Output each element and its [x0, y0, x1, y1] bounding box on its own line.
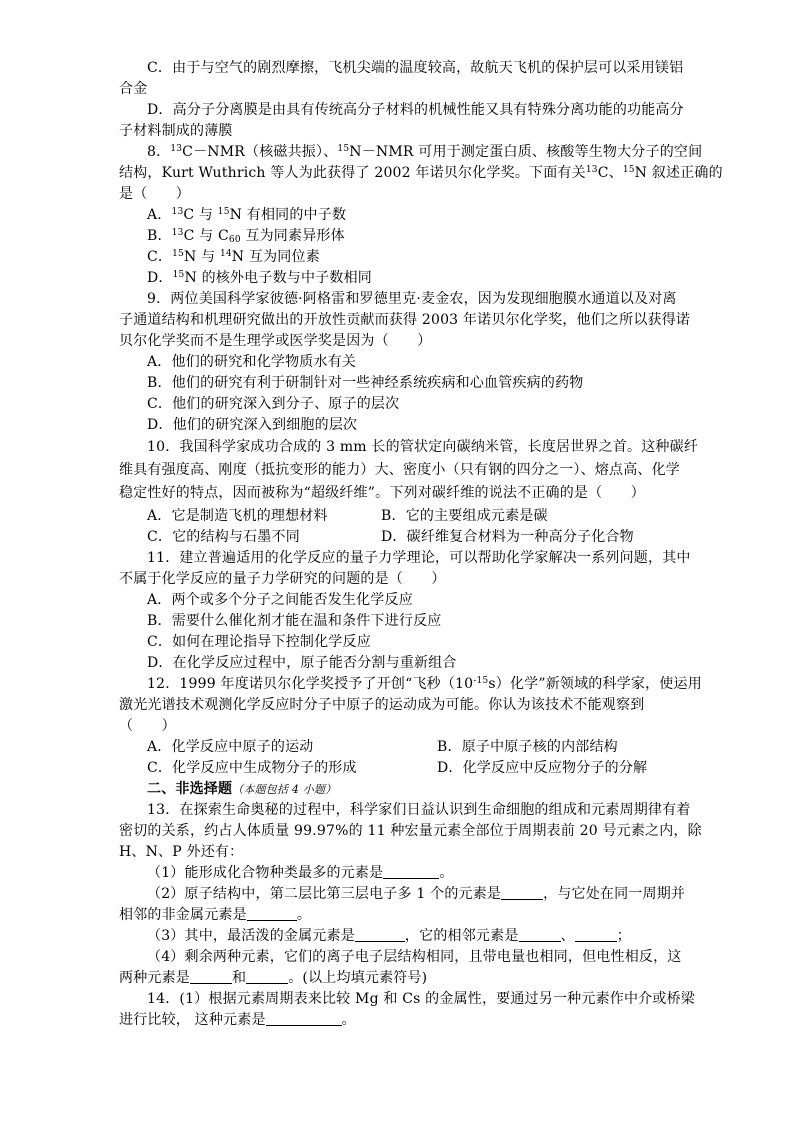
q9-stem-line2: 子通道结构和机理研究做出的开放性贡献而获得 2003 年诺贝尔化学奖，他们之所以获得诺: [119, 312, 691, 328]
q11-option-a: A．两个或多个分子之间能否发生化学反应: [147, 592, 413, 608]
q13-part1: （1）能形成化合物种类最多的元素是 。: [147, 865, 454, 881]
answer-blank[interactable]: [247, 906, 297, 921]
q12-option-d: D．化学反应中反应物分子的分解: [437, 760, 648, 776]
q9-option-d: D．他们的研究深入到细胞的层次: [147, 417, 358, 433]
answer-blank[interactable]: [501, 885, 543, 900]
q13-part4-line1: （4）剩余两种元素，它们的离子电子层结构相同，且带电量也相同，但电性相反，这: [147, 949, 682, 965]
q10-option-c: C．它的结构与石墨不同: [147, 529, 300, 545]
q10-option-b: B．它的主要组成元素是碳: [381, 508, 548, 524]
q12-option-a: A．化学反应中原子的运动: [147, 739, 314, 755]
q13-part2-line1: （2）原子结构中，第二层比第三层电子多 1 个的元素是 ，与它处在同一周期并: [147, 886, 686, 902]
answer-blank[interactable]: [246, 969, 288, 984]
q9-option-c: C．他们的研究深入到分子、原子的层次: [147, 396, 400, 412]
answer-blank[interactable]: [519, 927, 561, 942]
q13-stem-line3: H、N、P 外还有：: [119, 844, 244, 860]
q9-stem-line1: 9．两位美国科学家彼德·阿格雷和罗德里克·麦金农，因为发现细胞膜水通道以及对离: [147, 291, 677, 307]
q7-option-d-line1: D．高分子分离膜是由具有传统高分子材料的机械性能又具有特殊分离功能的功能高分: [147, 102, 684, 118]
q10-option-a: A．它是制造飞机的理想材料: [147, 508, 328, 524]
answer-blank[interactable]: [575, 927, 617, 942]
q8-option-a: A．$^{13}$C 与 $^{15}$N 有相同的中子数: [147, 207, 347, 223]
q10-stem-line1: 10．我国科学家成功合成的 3 mm 长的管状定向碳纳米管，长度居世界之首。这种碳纤: [147, 439, 699, 455]
answer-blank[interactable]: [190, 969, 232, 984]
q14-stem-line2: 进行比较， 这种元素是 。: [119, 1012, 356, 1028]
q14-stem-line1: 14．(1）根据元素周期表来比较 Mg 和 Cs 的金属性，要通过另一种元素作中介或桥梁: [147, 991, 695, 1007]
q9-stem-line3: 贝尔化学奖而不是生理学或医学奖是因为（ ）: [119, 333, 432, 349]
q13-part2-line2: 相邻的非金属元素是 。: [119, 907, 312, 923]
answer-blank[interactable]: [383, 864, 439, 879]
q12-stem-line2: 激光光谱技术观测化学反应时分子中原子的运动成为可能。你认为该技术不能观察到: [119, 697, 645, 713]
section-heading: [147, 779, 707, 800]
q13-stem-line1: 13．在探索生命奥秘的过程中，科学家们日益认识到生命细胞的组成和元素周期律有着: [147, 802, 691, 818]
q8-option-d: D．$^{15}$N 的核外电子数与中子数相同: [147, 270, 372, 286]
q8-stem-line3: 是（ ）: [119, 186, 190, 202]
q8-stem-line1: 8．$^{13}$C－NMR（核磁共振）、$^{15}$N－NMR 可用于测定蛋白质、核酸等生物大分子的空间: [147, 144, 703, 160]
answer-blank[interactable]: [355, 927, 405, 942]
q11-option-b: B．需要什么催化剂才能在温和条件下进行反应: [147, 613, 442, 629]
q12-options-row1: [147, 737, 707, 758]
section-title: 二、非选择题: [147, 781, 233, 797]
q10-options-row1: [147, 506, 707, 527]
q11-stem-line1: 11．建立普遍适用的化学反应的量子力学理论，可以帮助化学家解决一系列问题，其中: [147, 550, 691, 566]
q10-stem-line3: 稳定性好的特点，因而被称为“超级纤维”。下列对碳纤维的说法不正确的是（ ）: [119, 485, 645, 501]
q11-option-d: D．在化学反应过程中，原子能否分割与重新组合: [147, 655, 457, 671]
q13-part4-line2: 两种元素是 和 。(以上均填元素符号): [119, 970, 428, 986]
q10-options-row2: [147, 527, 707, 548]
q9-option-a: A．他们的研究和化学物质水有关: [147, 354, 357, 370]
q7-option-c-line1: C．由于与空气的剧烈摩擦，飞机尖端的温度较高，故航天飞机的保护层可以采用镁铝: [147, 60, 684, 76]
q8-option-b: B．$^{13}$C 与 $C_{60}$ 互为同素异形体: [147, 228, 345, 245]
q12-option-b: B．原子中原子核的内部结构: [437, 739, 618, 755]
q12-stem-line1: 12．1999 年度诺贝尔化学奖授予了开创“飞秒$(10^{-15}s)$化学”新领域的科学家，使运用: [147, 676, 702, 692]
section-note: （本题包括 4 小题）: [232, 783, 337, 796]
q12-option-c: C．化学反应中生成物分子的形成: [147, 760, 357, 776]
q8-stem-line2: 结构，Kurt Wuthrich 等人为此获得了 2002 年诺贝尔化学奖。下面有关$^{13}$C、$^{15}$N 叙述正确的: [119, 165, 723, 181]
q7-option-c-line2: 合金: [119, 81, 148, 97]
q7-option-d-line2: 子材料制成的薄膜: [119, 123, 233, 139]
q12-stem-line3: （ ）: [119, 718, 176, 734]
q13-stem-line2: 密切的关系，约占人体质量 99.97%的 11 种宏量元素全部位于周期表前 20 号元素之内，除: [119, 823, 702, 839]
q10-option-d: D．碳纤维复合材料为一种高分子化合物: [381, 529, 634, 545]
q13-part3: （3）其中，最活泼的金属元素是 ，它的相邻元素是 、 ；: [147, 928, 631, 944]
q8-option-c: C．$^{15}$N 与 $^{14}$N 互为同位素: [147, 249, 320, 265]
q11-stem-line2: 不属于化学反应的量子力学研究的问题的是（ ）: [119, 571, 446, 587]
answer-blank[interactable]: [266, 1011, 342, 1026]
q9-option-b: B．他们的研究有利于研制针对一些神经系统疾病和心血管疾病的药物: [147, 375, 584, 391]
q11-option-c: C．如何在理论指导下控制化学反应: [147, 634, 371, 650]
q12-options-row2: [147, 758, 707, 779]
q10-stem-line2: 维具有强度高、刚度（抵抗变形的能力）大、密度小（只有钢的四分之一）、熔点高、化学: [119, 462, 680, 478]
